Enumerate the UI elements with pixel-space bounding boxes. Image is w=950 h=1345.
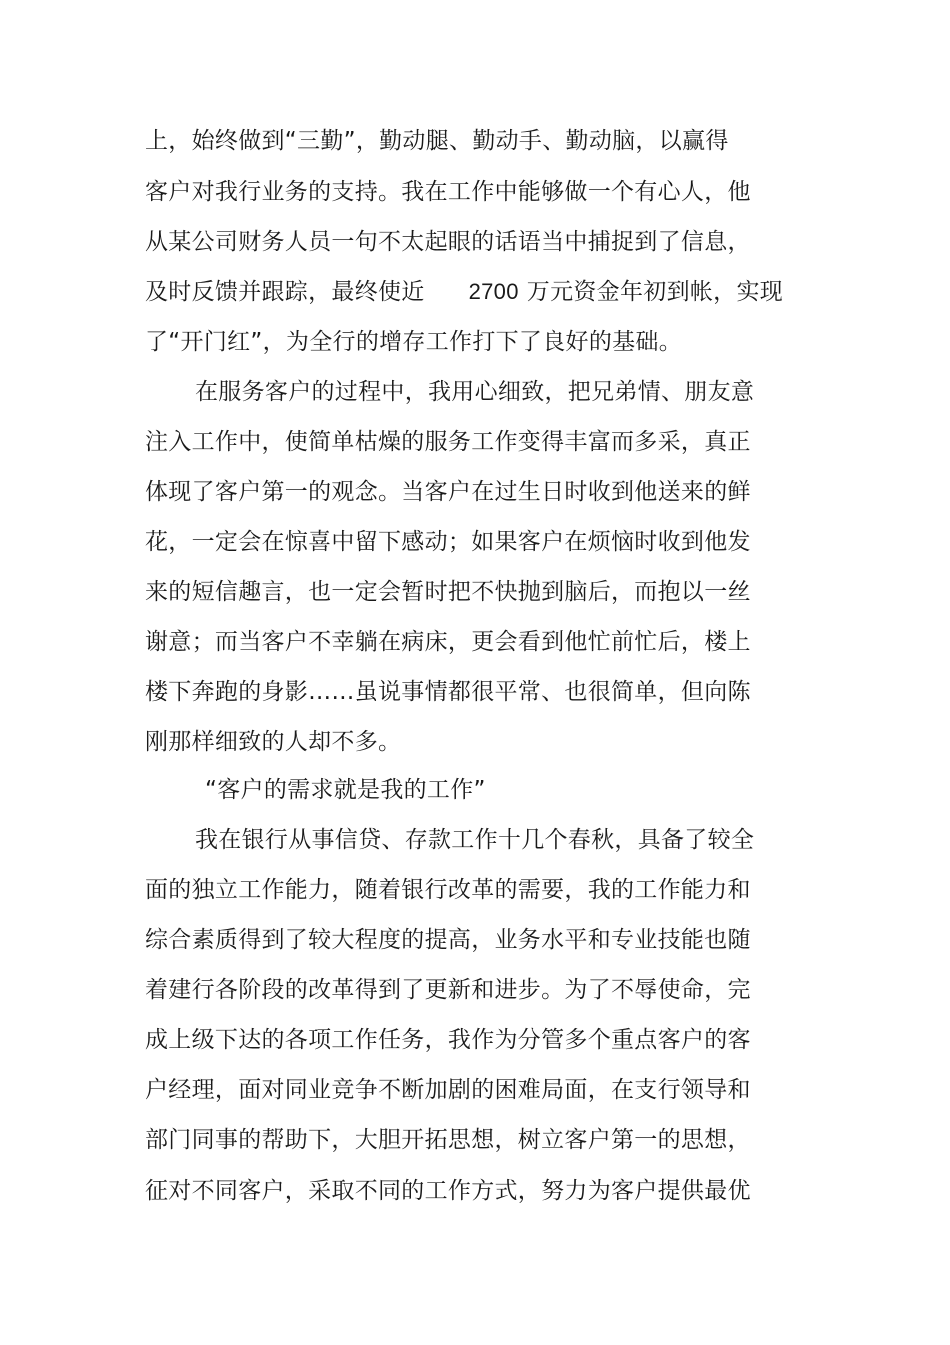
text-line: 成上级下达的各项工作任务，我作为分管多个重点客户的客 — [145, 1027, 751, 1053]
text-line: 刚那样细致的人却不多。 — [145, 729, 402, 755]
paragraph-first-line: 我在银行从事信贷、存款工作十几个春秋，具备了较全 — [195, 827, 755, 853]
text-segment: 及时反馈并跟踪，最终使近 — [145, 279, 425, 305]
text-line: 着建行各阶段的改革得到了更新和进步。为了不辱使命，完 — [145, 977, 751, 1003]
text-line: 体现了客户第一的观念。当客户在过生日时收到他送来的鲜 — [145, 479, 751, 505]
text-line: 征对不同客户，采取不同的工作方式，努力为客户提供最优 — [145, 1178, 751, 1204]
paragraph-first-line: 在服务客户的过程中，我用心细致，把兄弟情、朋友意 — [195, 379, 755, 405]
text-line: 客户对我行业务的支持。我在工作中能够做一个有心人，他 — [145, 179, 751, 205]
text-line: 从某公司财务人员一句不太起眼的话语当中捕捉到了信息， — [145, 229, 751, 255]
text-line: 花，一定会在惊喜中留下感动；如果客户在烦恼时收到他发 — [145, 529, 751, 555]
text-line — [145, 277, 783, 307]
text-line: 谢意；而当客户不幸躺在病床，更会看到他忙前忙后，楼上 — [145, 629, 751, 655]
text-line: 注入工作中，使简单枯燥的服务工作变得丰富而多采，真正 — [145, 429, 751, 455]
text-line: 楼下奔跑的身影……虽说事情都很平常、也很简单，但向陈 — [145, 679, 751, 705]
text-line: 来的短信趣言，也一定会暂时把不快抛到脑后，而抱以一丝 — [145, 579, 751, 605]
text-segment: 万元资金年初到帐，实现 — [526, 279, 784, 305]
text-line: 了“开门红”，为全行的增存工作打下了良好的基础。 — [145, 329, 683, 355]
text-line: 部门同事的帮助下，大胆开拓思想，树立客户第一的思想， — [145, 1127, 751, 1153]
amount-number: 2700 — [468, 279, 519, 304]
text-line: 上，始终做到“三勤”，勤动腿、勤动手、勤动脑，以赢得 — [145, 128, 729, 154]
text-line: 户经理，面对同业竞争不断加剧的困难局面，在支行领导和 — [145, 1077, 751, 1103]
section-heading: “客户的需求就是我的工作” — [205, 777, 486, 803]
text-line: 综合素质得到了较大程度的提高，业务水平和专业技能也随 — [145, 927, 751, 953]
text-line: 面的独立工作能力，随着银行改革的需要，我的工作能力和 — [145, 877, 751, 903]
